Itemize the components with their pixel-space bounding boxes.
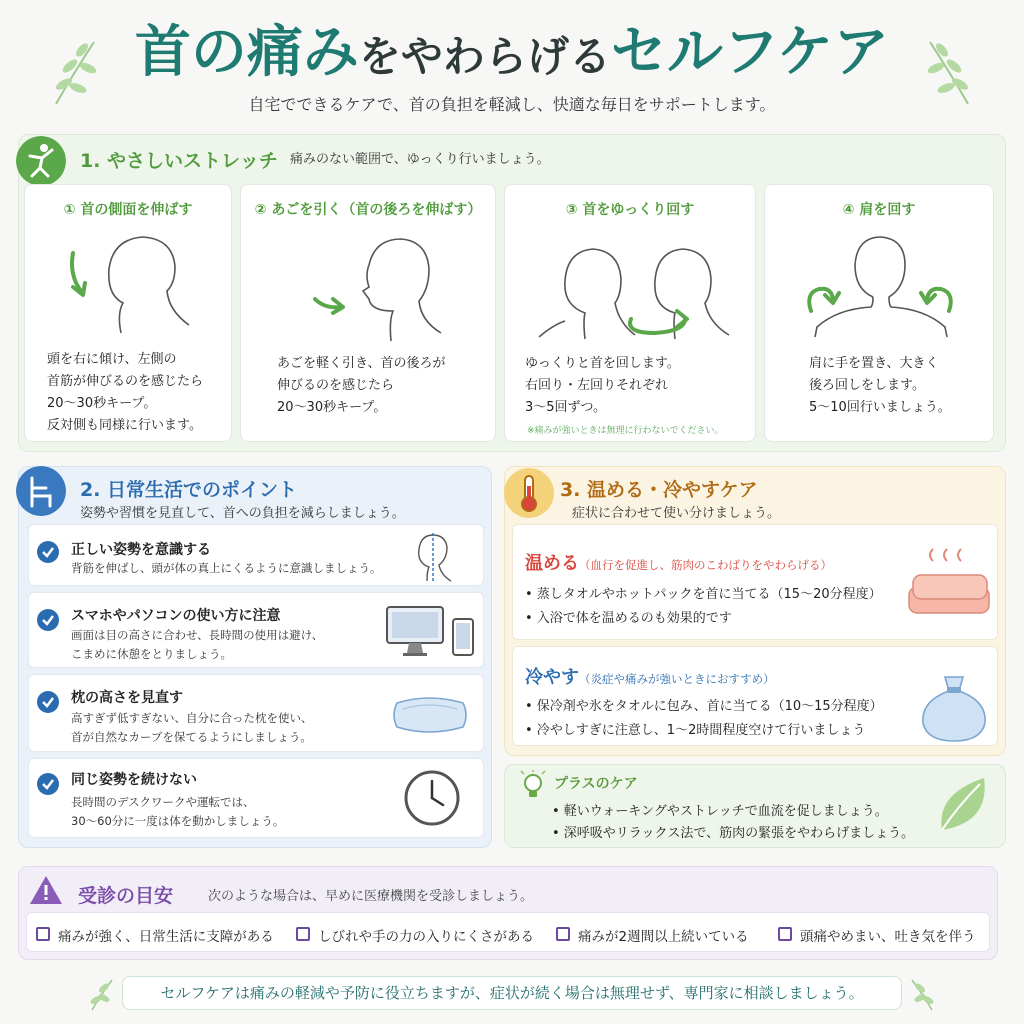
daily-tip	[28, 758, 484, 838]
daily-tip	[28, 524, 484, 586]
tip-line: 首が自然なカーブを保てるようにしましょう。	[71, 730, 312, 744]
card-line: 頭を右に傾け、左側の	[47, 352, 177, 367]
lightbulb-icon	[520, 770, 546, 802]
consult-item-label: 痛みが2週間以上続いている	[578, 929, 749, 945]
card-line: 反対側も同様に行います。	[47, 418, 202, 433]
tip-line: こまめに休憩をとりましょう。	[71, 647, 232, 661]
card-line: 20〜30秒キープ。	[47, 396, 157, 411]
stretch-card-note: ※痛みが強いときは無理に行わないでください。	[527, 426, 724, 436]
daily-tip	[28, 592, 484, 668]
hot-towel-icon	[903, 545, 995, 625]
card-line: 5〜10回行いましょう。	[809, 400, 951, 415]
consult-item-label: しびれや手の力の入りにくさがある	[318, 929, 534, 945]
title-part-1: 首の痛み	[134, 20, 359, 85]
consult-item-label: 頭痛やめまい、吐き気を伴う	[800, 929, 976, 945]
title-part-3: セルフケア	[610, 20, 890, 85]
warm-care-card	[512, 524, 998, 640]
stretch-card-1	[24, 184, 232, 442]
card-line: 右回り・左回りそれぞれ	[525, 378, 669, 393]
plus-care-title: プラスのケア	[554, 776, 638, 792]
page-subtitle: 自宅でできるケアで、首の負担を軽減し、快適な毎日をサポートします。	[248, 95, 776, 114]
check-circle-icon	[37, 691, 59, 713]
tip-text	[71, 559, 382, 578]
shoulder-roll-icon	[795, 227, 965, 339]
leaf-icon	[934, 774, 988, 836]
plus-care-item: • 軽いウォーキングやストレッチで血流を促しましょう。	[552, 804, 888, 819]
chin-tuck-icon	[301, 225, 451, 345]
consult-checkbox[interactable]	[296, 927, 310, 941]
leaf-sprig-icon	[908, 976, 938, 1012]
cool-care-item: • 冷やしすぎに注意し、1〜2時間程度空けて行いましょう	[525, 723, 866, 738]
consult-checkbox[interactable]	[556, 927, 570, 941]
stretch-card-3	[504, 184, 756, 442]
card-line: 後ろ回しをします。	[809, 378, 925, 393]
daily-desc: 姿勢や習慣を見直して、首への負担を減らしましょう。	[80, 506, 405, 521]
stretch-card-title: ④ 肩を回す	[842, 202, 916, 218]
cool-care-card	[512, 646, 998, 746]
chair-icon	[16, 466, 66, 516]
tip-line: 高すぎず低すぎない、自分に合った枕を使い、	[71, 711, 313, 725]
consult-checkbox[interactable]	[778, 927, 792, 941]
tip-line: 30〜60分に一度は体を動かしましょう。	[71, 814, 285, 828]
tip-title: 枕の高さを見直す	[71, 690, 183, 706]
tip-line: 画面は目の高さに合わせ、長時間の使用は避け、	[71, 628, 324, 642]
tip-line: 背筋を伸ばし、頭が体の真上にくるように意識しましょう。	[71, 561, 382, 575]
ice-bag-icon	[917, 671, 991, 743]
stretch-card-text	[47, 349, 203, 437]
cool-care-heading	[525, 663, 775, 689]
stretch-card-text	[277, 353, 445, 419]
stretch-card-text	[809, 353, 951, 419]
stretch-card-2	[240, 184, 496, 442]
cool-care-item: • 保冷剤や氷をタオルに包み、首に当てる（10〜15分程度）	[525, 699, 883, 714]
page-title	[0, 18, 1024, 101]
daily-tip	[28, 674, 484, 752]
stretch-card-title: ① 首の側面を伸ばす	[63, 202, 193, 218]
warm-care-item: • 蒸しタオルやホットパックを首に当てる（15〜20分程度）	[525, 587, 882, 602]
warm-care-sub: （血行を促進し、筋肉のこわばりをやわらげる）	[579, 558, 832, 572]
stretch-title: 1. やさしいストレッチ	[80, 150, 278, 172]
plus-care-item: • 深呼吸やリラックス法で、筋肉の緊張をやわらげましょう。	[552, 826, 915, 841]
computer-monitor-icon	[385, 603, 475, 659]
card-line: あごを軽く引き、首の後ろが	[277, 356, 446, 371]
footer-note: セルフケアは痛みの軽減や予防に役立ちますが、症状が続く場合は無理せず、専門家に相談しましょう。	[122, 976, 902, 1010]
consult-desc: 次のような場合は、早めに医療機関を受診しましょう。	[208, 889, 534, 904]
warm-care-title: 温める	[525, 553, 579, 574]
tip-title: 正しい姿勢を意識する	[71, 542, 211, 558]
consult-title: 受診の目安	[78, 885, 174, 907]
warm-care-item: • 入浴で体を温めるのも効果的です	[525, 611, 732, 626]
warning-icon	[28, 874, 64, 906]
card-line: 首筋が伸びるのを感じたら	[47, 374, 204, 389]
card-line: 肩に手を置き、大きく	[809, 356, 939, 371]
card-line: 20〜30秒キープ。	[277, 400, 387, 415]
tip-title: スマホやパソコンの使い方に注意	[71, 608, 281, 624]
tip-text	[71, 793, 284, 831]
stretch-card-title: ② あごを引く（首の後ろを伸ばす）	[254, 202, 482, 218]
card-line: 3〜5回ずつ。	[525, 400, 607, 415]
tip-text	[71, 626, 323, 664]
leaf-sprig-icon	[86, 976, 116, 1012]
daily-title: 2. 日常生活でのポイント	[80, 479, 298, 501]
tip-line: 長時間のデスクワークや運転では、	[71, 795, 255, 809]
consult-item-label: 痛みが強く、日常生活に支障がある	[58, 929, 274, 945]
check-circle-icon	[37, 541, 59, 563]
neck-rotation-icon	[535, 229, 735, 341]
consult-checkbox[interactable]	[36, 927, 50, 941]
cool-care-sub: （炎症や痛みが強いときにおすすめ）	[579, 672, 775, 686]
temperature-title: 3. 温める・冷やすケア	[560, 479, 758, 501]
stretch-card-title: ③ 首をゆっくり回す	[565, 202, 695, 218]
clock-icon	[403, 769, 461, 827]
title-part-2: をやわらげる	[358, 32, 611, 81]
thermometer-icon	[504, 468, 554, 518]
check-circle-icon	[37, 609, 59, 631]
pillow-icon	[389, 689, 471, 739]
stretch-card-text	[525, 353, 680, 419]
temperature-desc: 症状に合わせて使い分けましょう。	[572, 506, 781, 521]
cool-care-title: 冷やす	[525, 667, 579, 688]
stretch-card-4	[764, 184, 994, 442]
tip-text	[71, 709, 313, 747]
check-circle-icon	[37, 773, 59, 795]
card-line: 伸びるのを感じたら	[277, 378, 395, 393]
tip-title: 同じ姿勢を続けない	[71, 772, 197, 788]
stretch-desc: 痛みのない範囲で、ゆっくり行いましょう。	[290, 152, 550, 167]
warm-care-heading	[525, 549, 832, 575]
posture-head-icon	[413, 531, 453, 583]
stretch-person-icon	[16, 136, 66, 186]
neck-side-stretch-icon	[61, 225, 201, 335]
card-line: ゆっくりと首を回します。	[525, 356, 680, 371]
